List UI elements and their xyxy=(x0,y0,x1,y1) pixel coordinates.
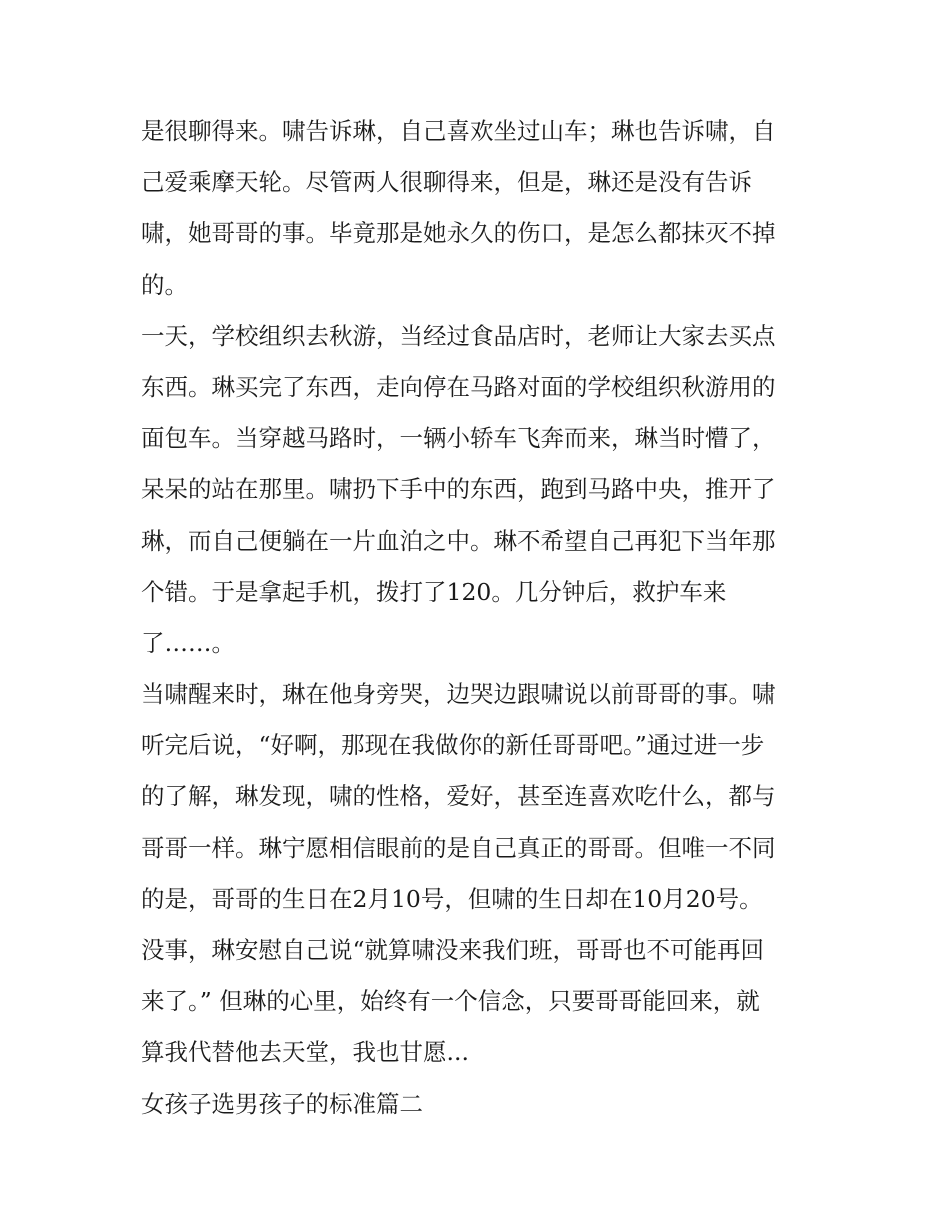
document-body xyxy=(141,106,813,1130)
text-line: 当啸醒来时，琳在他身旁哭，边哭边跟啸说以前哥哥的事。啸 xyxy=(141,680,776,709)
text-line: 算我代替他去天堂，我也甘愿... xyxy=(141,1038,469,1067)
section-heading: 女孩子选男孩子的标准篇二 xyxy=(141,1089,423,1118)
paragraph-3 xyxy=(141,669,813,1079)
text-line: 了……。 xyxy=(141,628,235,657)
text-line: 没事，琳安慰自己说“就算啸没来我们班，哥哥也不可能再回 xyxy=(141,936,765,964)
text-line: 来了。” 但琳的心里，始终有一个信念，只要哥哥能回来，就 xyxy=(141,987,760,1016)
paragraph-2 xyxy=(141,311,813,669)
paragraph-1 xyxy=(141,106,813,311)
text-line: 的了解，琳发现，啸的性格，爱好，甚至连喜欢吃什么，都与 xyxy=(141,782,776,811)
text-line: 啸，她哥哥的事。毕竟那是她永久的伤口，是怎么都抹灭不掉 xyxy=(141,219,776,248)
text-line: 个错。于是拿起手机，拨打了120。几分钟后，救护车来 xyxy=(141,577,727,606)
text-line: 面包车。当穿越马路时，一辆小轿车飞奔而来，琳当时懵了， xyxy=(141,424,776,453)
text-line: 的是，哥哥的生日在2月10号，但啸的生日却在10月20号。 xyxy=(141,884,763,913)
text-line: 一天，学校组织去秋游，当经过食品店时，老师让大家去买点 xyxy=(141,321,776,350)
text-line: 的。 xyxy=(141,270,188,299)
text-line: 己爱乘摩天轮。尽管两人很聊得来，但是，琳还是没有告诉 xyxy=(141,168,752,197)
text-line: 是很聊得来。啸告诉琳，自己喜欢坐过山车；琳也告诉啸，自 xyxy=(141,117,776,145)
text-line: 听完后说，“好啊，那现在我做你的新任哥哥吧。”通过进一步 xyxy=(141,731,765,760)
text-line: 哥哥一样。琳宁愿相信眼前的是自己真正的哥哥。但唯一不同 xyxy=(141,833,776,862)
text-line: 琳，而自己便躺在一片血泊之中。琳不希望自己再犯下当年那 xyxy=(141,526,776,555)
text-line: 东西。琳买完了东西，走向停在马路对面的学校组织秋游用的 xyxy=(141,372,776,401)
text-line: 呆呆的站在那里。啸扔下手中的东西，跑到马路中央，推开了 xyxy=(141,475,776,504)
